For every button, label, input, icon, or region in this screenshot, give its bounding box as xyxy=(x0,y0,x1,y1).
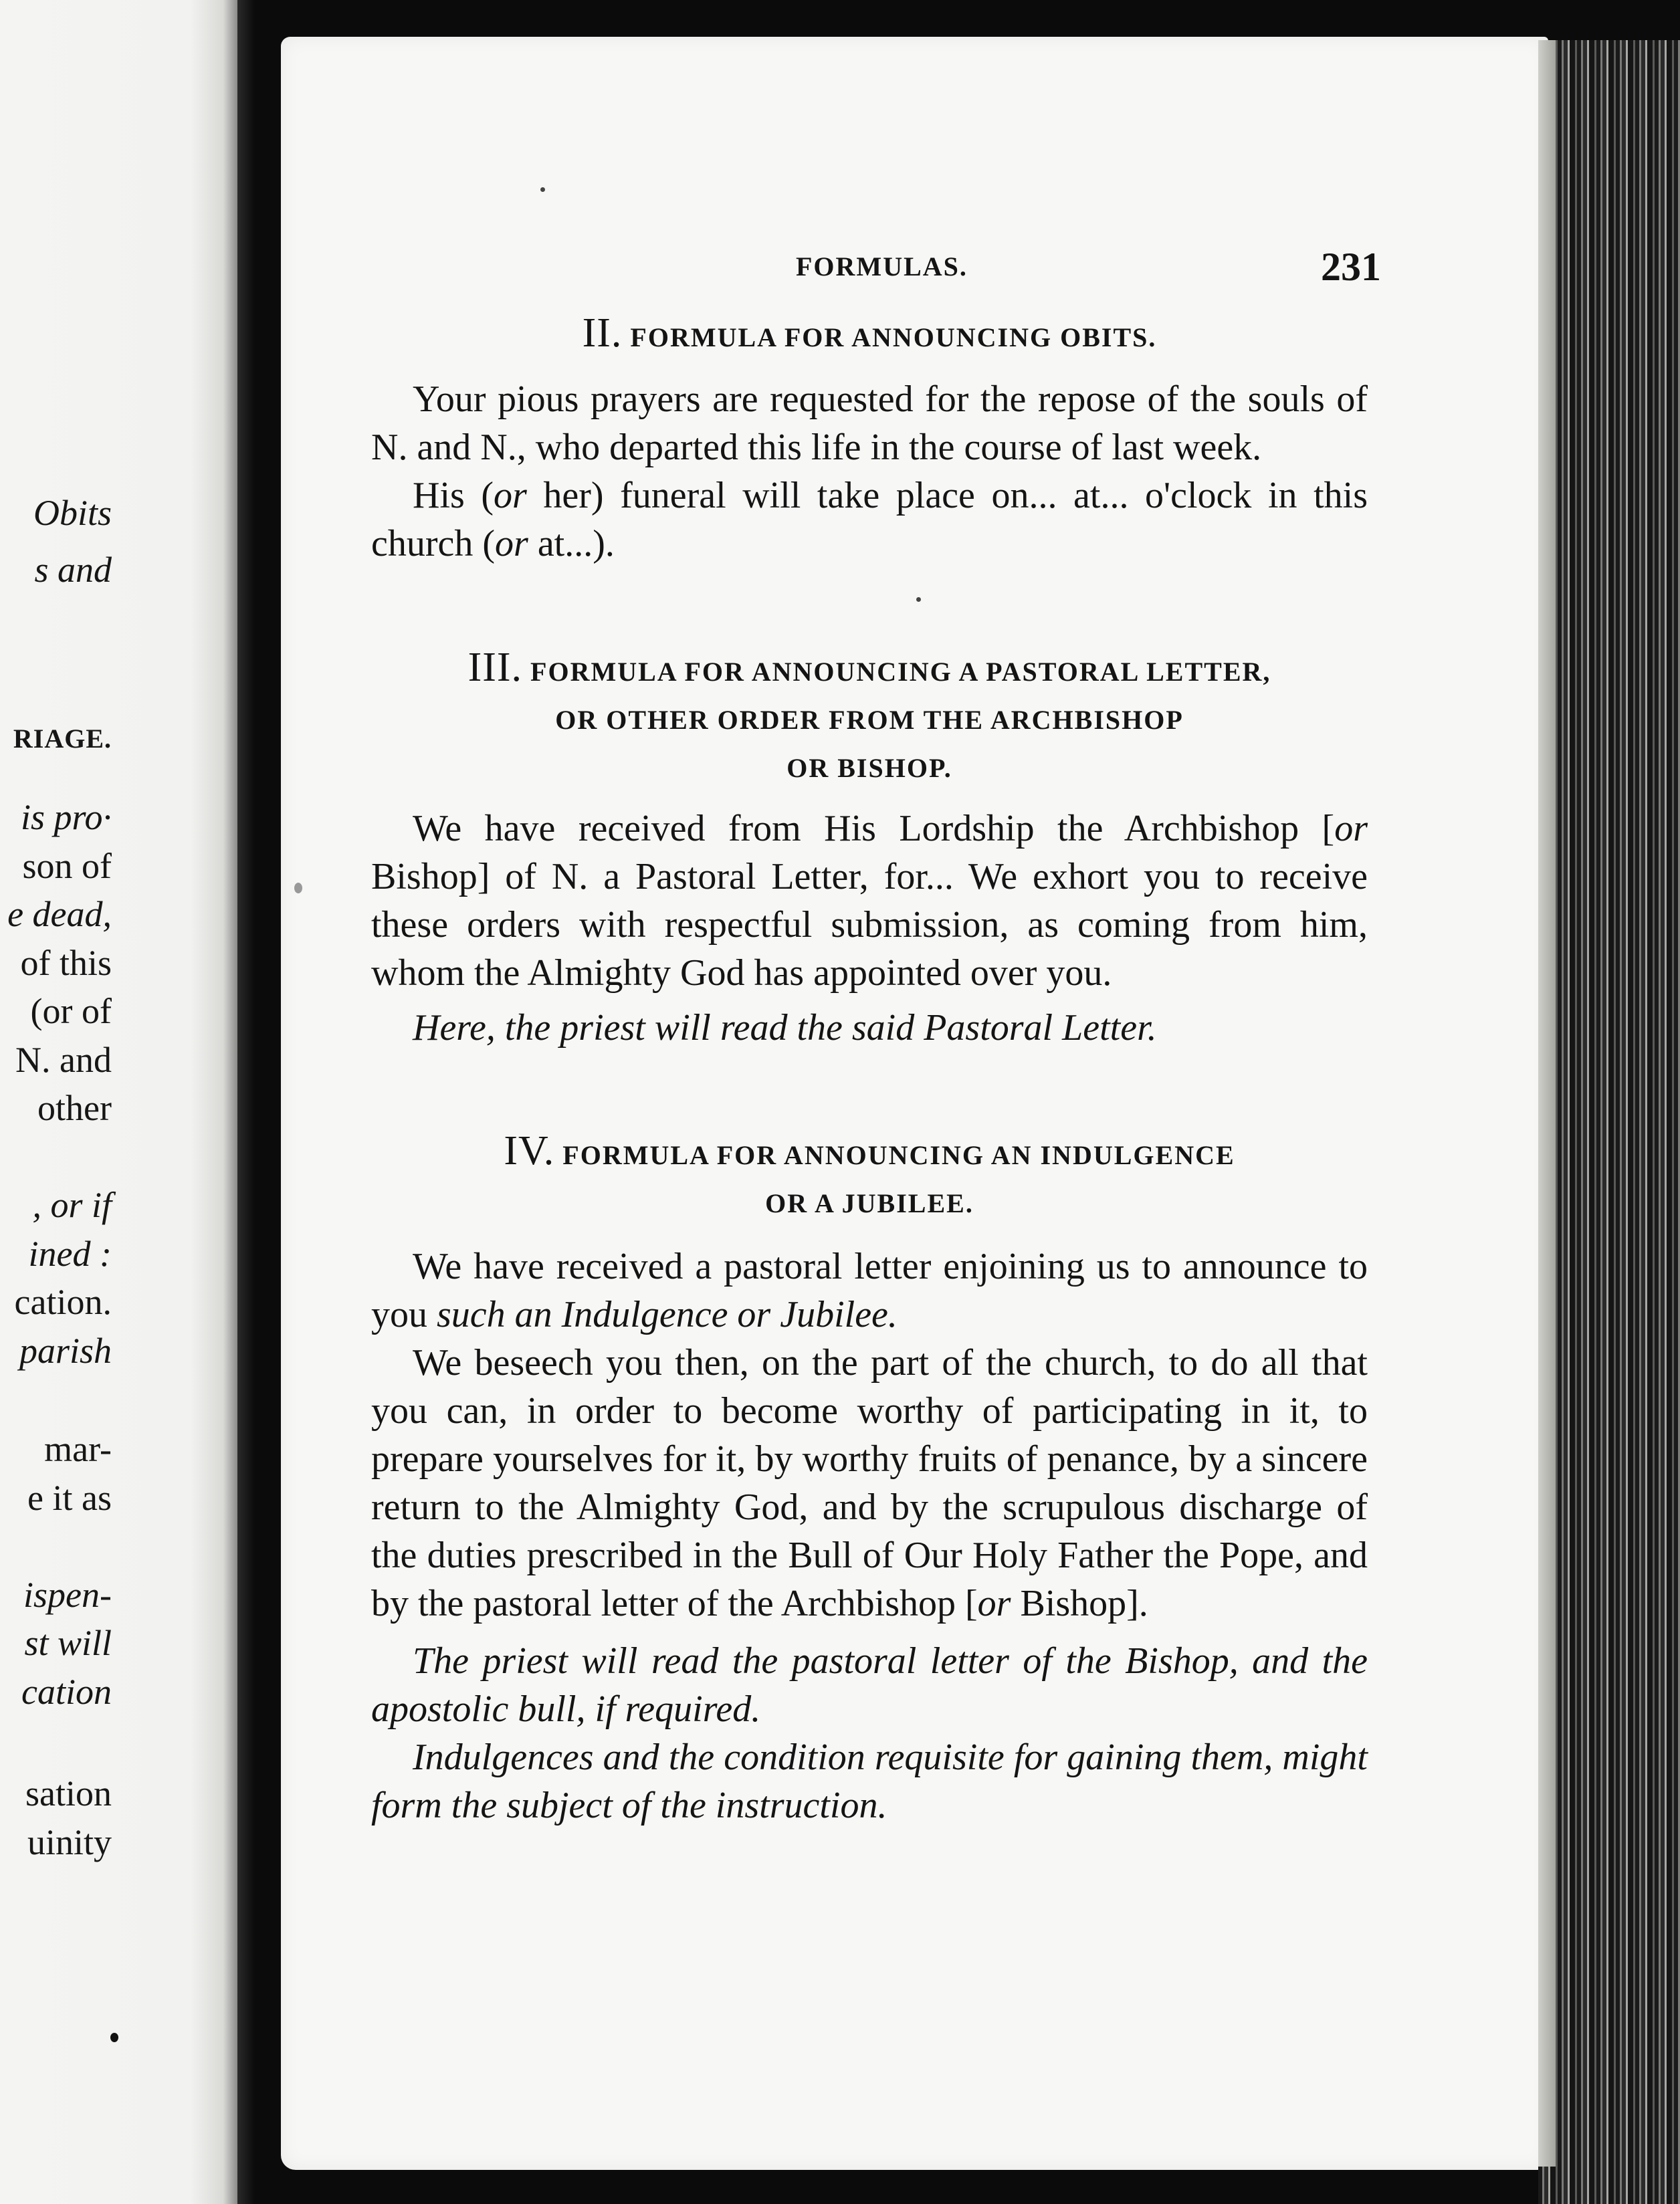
left-page-line: (or of xyxy=(30,991,112,1031)
left-facing-page xyxy=(0,0,237,2204)
left-page-line: cation. xyxy=(14,1282,112,1322)
left-page-line: e it as xyxy=(27,1478,112,1518)
left-page-line: sation xyxy=(25,1773,112,1813)
section-heading xyxy=(371,643,1368,792)
section-heading-line: OR BISHOP. xyxy=(786,753,952,783)
section-heading xyxy=(371,309,1368,362)
ink-speck xyxy=(110,2033,118,2042)
section-numeral: III. xyxy=(467,645,523,690)
paragraph: We have received a pastoral letter enjoining us to announce to you such an Indulgence or Jubilee. xyxy=(371,1246,1368,1335)
left-page-line: s and xyxy=(34,550,112,590)
section-heading-line: FORMULA FOR ANNOUNCING A PASTORAL LETTER, xyxy=(530,657,1271,687)
section-heading xyxy=(371,1127,1368,1228)
section-heading-line: OR A JUBILEE. xyxy=(765,1188,974,1218)
left-page-line: RIAGE. xyxy=(13,724,112,754)
left-page-line: uinity xyxy=(27,1822,112,1862)
left-page-line: ispen- xyxy=(23,1575,112,1615)
left-page-line: ined : xyxy=(28,1234,112,1274)
paragraph: We beseech you then, on the part of the church, to do all that you can, in order to become worthy of participating in it, to prepare yourselves for it, by worthy fruits of penance, by a sincere return to the Almighty God, and by the scrupulous discharge of the duties prescribed in the Bull of Our Holy Father the Pope, and by the pastoral letter of the Archbishop [or Bishop]. xyxy=(371,1342,1368,1624)
section-iv xyxy=(371,1127,1368,1830)
running-head xyxy=(371,244,1381,291)
paragraph: We have received from His Lordship the Archbishop [or Bishop] of N. a Pastoral Letter, for... We exhort you to receive these orders with respectful submission, as coming from him, whom the Almighty God has appointed over you. xyxy=(371,808,1368,994)
section-numeral: II. xyxy=(582,310,623,356)
left-page-line: e dead, xyxy=(7,894,112,934)
left-page-line: parish xyxy=(19,1331,112,1371)
section-iii xyxy=(371,643,1368,1052)
left-page-line: Obits xyxy=(33,493,112,533)
section-ii xyxy=(371,309,1368,568)
ink-speck xyxy=(540,187,545,192)
left-page-line: of this xyxy=(20,943,112,983)
book-gutter xyxy=(237,0,281,2204)
left-page-line: , or if xyxy=(32,1185,112,1225)
left-page-line: other xyxy=(37,1088,112,1128)
instruction-italic: The priest will read the pastoral letter of the Bishop, and the apostolic bull, if required. xyxy=(371,1640,1368,1730)
paragraph: His (or her) funeral will take place on... at... o'clock in this church (or at...). xyxy=(371,475,1368,564)
ink-speck xyxy=(294,883,302,893)
section-numeral: IV. xyxy=(504,1128,555,1174)
paragraph: Your pious prayers are requested for the repose of the souls of N. and N., who departed this life in the course of last week. xyxy=(371,378,1368,468)
running-title: FORMULAS. xyxy=(796,251,968,282)
left-page-line: N. and xyxy=(15,1040,112,1080)
left-page-line: is pro· xyxy=(20,797,112,837)
instruction-italic: Here, the priest will read the said Pastoral Letter. xyxy=(413,1007,1157,1049)
section-heading-text: FORMULA FOR ANNOUNCING OBITS. xyxy=(630,322,1157,352)
page-fore-edge xyxy=(1538,40,1680,2204)
page-number: 231 xyxy=(1321,245,1381,289)
left-page-line: st will xyxy=(24,1623,112,1663)
section-heading-line: OR OTHER ORDER FROM THE ARCHBISHOP xyxy=(555,705,1184,735)
left-page-line: son of xyxy=(22,846,112,886)
instruction-italic: Indulgences and the condition requisite for gaining them, might form the subject of the instruction. xyxy=(371,1737,1368,1826)
ink-speck xyxy=(916,597,921,602)
section-heading-line: FORMULA FOR ANNOUNCING AN INDULGENCE xyxy=(562,1140,1235,1170)
page-fore-edge-highlight xyxy=(1538,40,1556,2167)
left-page-line: cation xyxy=(21,1672,112,1712)
left-page-line: mar- xyxy=(44,1429,112,1469)
